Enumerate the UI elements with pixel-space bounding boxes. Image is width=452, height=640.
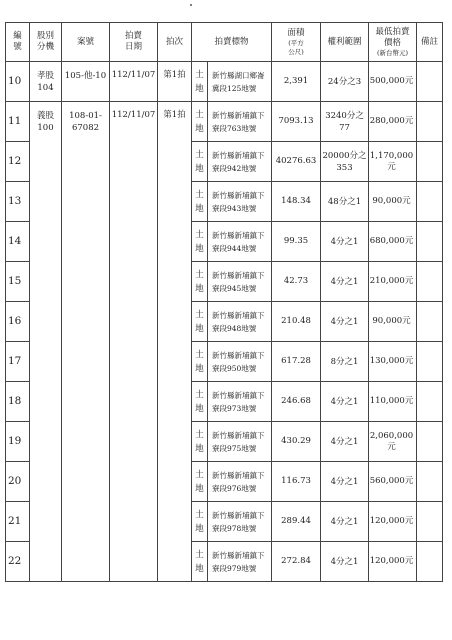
cell-min-price: 90,000元 <box>369 302 417 342</box>
cell-remarks <box>417 342 443 382</box>
cell-no: 18 <box>6 382 30 422</box>
cell-area: 40276.63 <box>272 142 321 182</box>
cell-round: 第1拍 <box>158 62 192 102</box>
cell-min-price: 2,060,000元 <box>369 422 417 462</box>
cell-target-desc: 新竹縣湖口鄉崙 冀段125地號 <box>208 62 272 102</box>
cell-land-type: 土 地 <box>192 542 208 582</box>
header-no: 編 號 <box>6 23 30 62</box>
cell-remarks <box>417 182 443 222</box>
cell-rights: 4分之1 <box>321 502 369 542</box>
cell-land-type: 土 地 <box>192 502 208 542</box>
cell-land-type: 土 地 <box>192 422 208 462</box>
cell-target-desc: 新竹縣新埔鎮下 寮段975地號 <box>208 422 272 462</box>
cell-rights: 4分之1 <box>321 542 369 582</box>
cell-rights: 3240分之 77 <box>321 102 369 142</box>
cell-case-no: 105-他-10 <box>62 62 110 102</box>
cell-no: 14 <box>6 222 30 262</box>
cell-rights: 20000分之 353 <box>321 142 369 182</box>
cell-category: 義股 100 <box>30 102 62 582</box>
cell-target-desc: 新竹縣新埔鎮下 寮段976地號 <box>208 462 272 502</box>
cell-target-desc: 新竹縣新埔鎮下 寮段950地號 <box>208 342 272 382</box>
header-auction-date: 拍賣 日期 <box>110 23 158 62</box>
cell-rights: 8分之1 <box>321 342 369 382</box>
cell-rights: 4分之1 <box>321 302 369 342</box>
header-round: 拍次 <box>158 23 192 62</box>
cell-min-price: 280,000元 <box>369 102 417 142</box>
cell-land-type: 土 地 <box>192 302 208 342</box>
cell-area: 246.68 <box>272 382 321 422</box>
cell-min-price: 500,000元 <box>369 62 417 102</box>
table-row <box>6 102 443 142</box>
cell-target-desc: 新竹縣新埔鎮下 寮段945地號 <box>208 262 272 302</box>
cell-area: 617.28 <box>272 342 321 382</box>
cell-no: 13 <box>6 182 30 222</box>
cell-min-price: 680,000元 <box>369 222 417 262</box>
cell-rights: 4分之1 <box>321 422 369 462</box>
cell-no: 17 <box>6 342 30 382</box>
cell-land-type: 土 地 <box>192 142 208 182</box>
cell-area: 2,391 <box>272 62 321 102</box>
cell-min-price: 90,000元 <box>369 182 417 222</box>
cell-target-desc: 新竹縣新埔鎮下 寮段979地號 <box>208 542 272 582</box>
cell-land-type: 土 地 <box>192 462 208 502</box>
header-case-no: 案號 <box>62 23 110 62</box>
cell-no: 22 <box>6 542 30 582</box>
cell-auction-date: 112/11/07 <box>110 102 158 582</box>
cell-land-type: 土 地 <box>192 262 208 302</box>
cell-area: 99.35 <box>272 222 321 262</box>
cell-area: 7093.13 <box>272 102 321 142</box>
cell-land-type: 土 地 <box>192 102 208 142</box>
table-row <box>6 62 443 102</box>
cell-target-desc: 新竹縣新埔鎮下 寮段944地號 <box>208 222 272 262</box>
header-min-price: 最低拍賣 價格 (新台幣元) <box>369 23 417 62</box>
cell-remarks <box>417 502 443 542</box>
cell-min-price: 120,000元 <box>369 502 417 542</box>
cell-min-price: 1,170,000元 <box>369 142 417 182</box>
cell-no: 19 <box>6 422 30 462</box>
cell-area: 148.34 <box>272 182 321 222</box>
cell-no: 12 <box>6 142 30 182</box>
cell-min-price: 110,000元 <box>369 382 417 422</box>
cell-target-desc: 新竹縣新埔鎮下 寮段948地號 <box>208 302 272 342</box>
cell-area: 289.44 <box>272 502 321 542</box>
cell-no: 20 <box>6 462 30 502</box>
cell-remarks <box>417 142 443 182</box>
cell-min-price: 210,000元 <box>369 262 417 302</box>
cell-remarks <box>417 382 443 422</box>
cell-remarks <box>417 462 443 502</box>
auction-table <box>5 22 443 582</box>
cell-rights: 4分之1 <box>321 262 369 302</box>
cell-rights: 4分之1 <box>321 382 369 422</box>
cell-round: 第1拍 <box>158 102 192 582</box>
cell-remarks <box>417 302 443 342</box>
header-remarks: 備註 <box>417 23 443 62</box>
header-target: 拍賣標物 <box>192 23 272 62</box>
cell-area: 210.48 <box>272 302 321 342</box>
header-area: 面積 (平方 公尺) <box>272 23 321 62</box>
cell-remarks <box>417 542 443 582</box>
cell-no: 10 <box>6 62 30 102</box>
cell-auction-date: 112/11/07 <box>110 62 158 102</box>
cell-area: 42.73 <box>272 262 321 302</box>
cell-target-desc: 新竹縣新埔鎮下 寮段978地號 <box>208 502 272 542</box>
cell-min-price: 130,000元 <box>369 342 417 382</box>
cell-remarks <box>417 62 443 102</box>
cell-no: 15 <box>6 262 30 302</box>
cell-land-type: 土 地 <box>192 222 208 262</box>
cell-remarks <box>417 422 443 462</box>
cell-no: 11 <box>6 102 30 142</box>
table-body <box>6 62 443 582</box>
cell-area: 116.73 <box>272 462 321 502</box>
cell-remarks <box>417 222 443 262</box>
header-rights: 權利範圍 <box>321 23 369 62</box>
cell-land-type: 土 地 <box>192 342 208 382</box>
cell-no: 21 <box>6 502 30 542</box>
cell-rights: 4分之1 <box>321 462 369 502</box>
cell-min-price: 560,000元 <box>369 462 417 502</box>
header-row <box>6 23 443 62</box>
cell-land-type: 土 地 <box>192 62 208 102</box>
cell-land-type: 土 地 <box>192 382 208 422</box>
cell-remarks <box>417 102 443 142</box>
cell-rights: 48分之1 <box>321 182 369 222</box>
cell-case-no: 108-01- 67082 <box>62 102 110 582</box>
header-category: 股別 分機 <box>30 23 62 62</box>
cell-target-desc: 新竹縣新埔鎮下 寮段942地號 <box>208 142 272 182</box>
cell-target-desc: 新竹縣新埔鎮下 寮段973地號 <box>208 382 272 422</box>
cell-target-desc: 新竹縣新埔鎮下 寮段943地號 <box>208 182 272 222</box>
cell-land-type: 土 地 <box>192 182 208 222</box>
cell-target-desc: 新竹縣新埔鎮下 寮段763地號 <box>208 102 272 142</box>
cell-area: 272.84 <box>272 542 321 582</box>
cell-rights: 24分之3 <box>321 62 369 102</box>
cell-area: 430.29 <box>272 422 321 462</box>
cell-remarks <box>417 262 443 302</box>
cell-no: 16 <box>6 302 30 342</box>
cell-min-price: 120,000元 <box>369 542 417 582</box>
cell-category: 孝股 104 <box>30 62 62 102</box>
scan-dot <box>190 4 192 6</box>
cell-rights: 4分之1 <box>321 222 369 262</box>
